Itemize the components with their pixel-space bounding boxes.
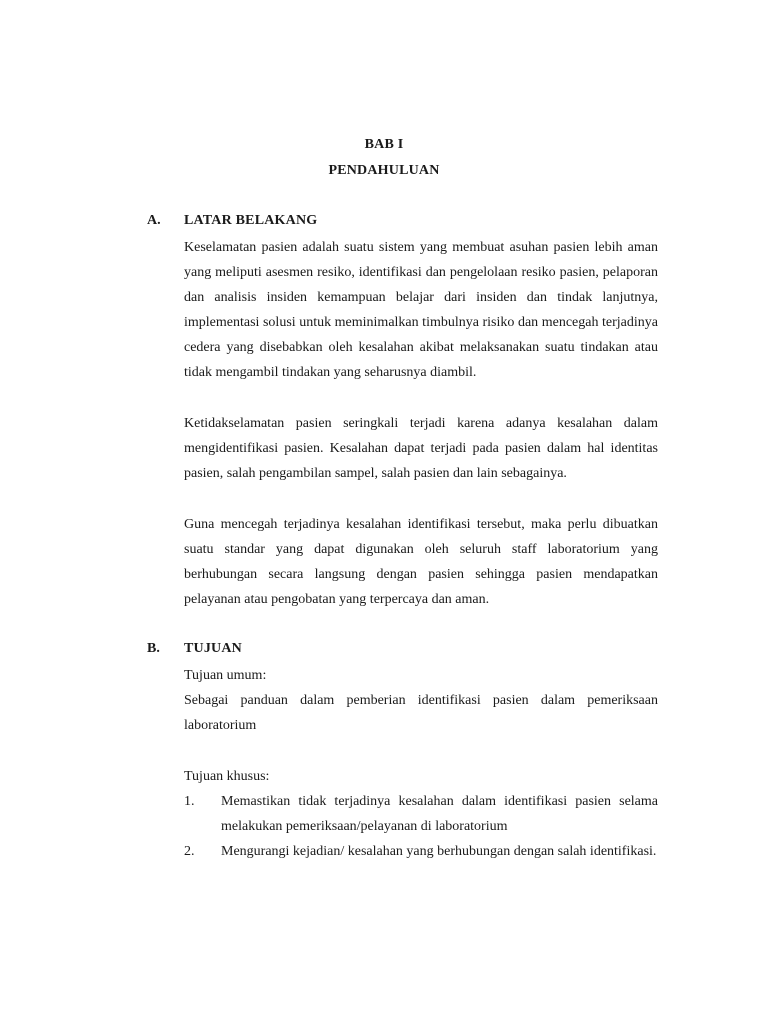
- section-a-paragraph-1: Keselamatan pasien adalah suatu sistem yang membuat asuhan pasien lebih aman yang meliputi asesmen resiko, identifikasi dan pengelolaan resiko pasien, pelaporan dan analisis insiden kemampuan belajar dari insiden dan tindak lanjutnya, implementasi solusi untuk meminimalkan timbulnya risiko dan mencegah terjadinya cedera yang disebabkan oleh kesalahan akibat melaksanakan suatu tindakan atau tidak mengambil tindakan yang seharusnya diambil.: [184, 240, 658, 380]
- chapter-number: BAB I: [364, 137, 404, 152]
- objective-item-1-number: 1.: [184, 794, 195, 809]
- section-a-paragraph-2: Ketidakselamatan pasien seringkali terjadi karena adanya kesalahan dalam mengidentifikasi pasien. Kesalahan dapat terjadi pada pasien dalam hal identitas pasien, salah pengambilan sampel, salah pasien dan lain sebagainya.: [184, 416, 658, 481]
- objective-item-2-number: 2.: [184, 844, 195, 859]
- chapter-title: PENDAHULUAN: [328, 163, 440, 178]
- general-objective-text: Sebagai panduan dalam pemberian identifikasi pasien dalam pemeriksaan laboratorium: [184, 693, 658, 733]
- objective-item-1-text: Memastikan tidak terjadinya kesalahan dalam identifikasi pasien selama melakukan pemeriksaan/pelayanan di laboratorium: [221, 794, 658, 834]
- specific-objective-label: Tujuan khusus:: [184, 769, 270, 784]
- section-a-paragraph-3: Guna mencegah terjadinya kesalahan identifikasi tersebut, maka perlu dibuatkan suatu standar yang dapat digunakan oleh seluruh staff laboratorium yang berhubungan secara langsung dengan pasien sehingga pasien mendapatkan pelayanan atau pengobatan yang terpercaya dan aman.: [184, 517, 658, 607]
- objective-item-2-text: Mengurangi kejadian/ kesalahan yang berhubungan dengan salah identifikasi.: [221, 844, 657, 859]
- section-a-number: A.: [147, 213, 161, 228]
- section-b-title: TUJUAN: [184, 641, 242, 656]
- general-objective-label: Tujuan umum:: [184, 668, 267, 683]
- section-b-number: B.: [147, 641, 160, 656]
- section-a-title: LATAR BELAKANG: [184, 213, 318, 228]
